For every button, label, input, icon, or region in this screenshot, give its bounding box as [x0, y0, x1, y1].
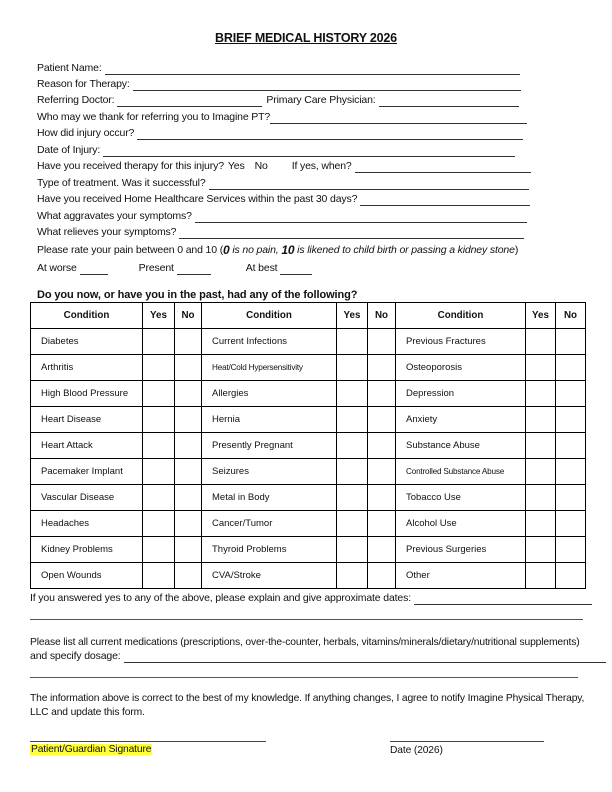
present-label: Present — [138, 262, 174, 274]
condition-no-checkbox[interactable] — [556, 355, 586, 381]
condition-no-checkbox[interactable] — [368, 329, 396, 355]
condition-cell: Thyroid Problems — [202, 537, 337, 563]
table-header-row — [31, 303, 586, 329]
condition-yes-checkbox[interactable] — [143, 563, 175, 589]
signature-label: Patient/Guardian Signature — [31, 744, 152, 755]
condition-yes-checkbox[interactable] — [143, 329, 175, 355]
condition-cell: Open Wounds — [31, 563, 143, 589]
medications-label: and specify dosage: — [30, 650, 121, 662]
condition-yes-checkbox[interactable] — [143, 433, 175, 459]
condition-yes-checkbox[interactable] — [337, 329, 368, 355]
condition-yes-checkbox[interactable] — [337, 407, 368, 433]
injury-occur-field[interactable] — [137, 128, 523, 140]
referral-thanks-field[interactable] — [270, 112, 527, 124]
table-row — [31, 355, 586, 381]
condition-no-checkbox[interactable] — [175, 485, 202, 511]
table-row — [31, 329, 586, 355]
condition-yes-checkbox[interactable] — [526, 407, 556, 433]
treatment-row — [37, 177, 529, 190]
condition-no-checkbox[interactable] — [556, 433, 586, 459]
aggravates-row — [37, 210, 527, 223]
condition-yes-checkbox[interactable] — [337, 381, 368, 407]
prior-therapy-label: Have you received therapy for this injury? — [37, 160, 224, 172]
pain-zero-desc: is no pain, — [229, 244, 282, 256]
explain-label: If you answered yes to any of the above, please explain and give approximate dates: — [30, 592, 411, 604]
pain-prompt-end: ) — [514, 244, 519, 256]
date-field[interactable] — [390, 741, 544, 742]
condition-cell: Headaches — [31, 511, 143, 537]
condition-yes-checkbox[interactable] — [337, 537, 368, 563]
condition-yes-checkbox[interactable] — [526, 511, 556, 537]
condition-no-checkbox[interactable] — [556, 407, 586, 433]
condition-no-checkbox[interactable] — [368, 485, 396, 511]
explain-field-line2[interactable] — [30, 619, 583, 620]
reason-label: Reason for Therapy: — [37, 78, 130, 90]
prior-therapy-no[interactable]: No — [254, 160, 268, 172]
condition-no-checkbox[interactable] — [368, 355, 396, 381]
header-condition: Condition — [31, 303, 143, 329]
condition-cell: Presently Pregnant — [202, 433, 337, 459]
condition-cell: Osteoporosis — [396, 355, 526, 381]
condition-yes-checkbox[interactable] — [337, 485, 368, 511]
pcp-field[interactable] — [379, 95, 519, 107]
condition-cell: Current Infections — [202, 329, 337, 355]
condition-cell: Cancer/Tumor — [202, 511, 337, 537]
explain-field[interactable] — [414, 593, 592, 605]
condition-yes-checkbox[interactable] — [526, 537, 556, 563]
condition-yes-checkbox[interactable] — [143, 485, 175, 511]
attestation-line2: LLC and update this form. — [30, 707, 145, 718]
condition-cell: Tobacco Use — [396, 485, 526, 511]
condition-cell: Heart Attack — [31, 433, 143, 459]
condition-yes-checkbox[interactable] — [143, 511, 175, 537]
condition-cell: Vascular Disease — [31, 485, 143, 511]
pain-ten: 10 — [281, 243, 295, 257]
injury-occur-label: How did injury occur? — [37, 127, 135, 139]
condition-no-checkbox[interactable] — [368, 459, 396, 485]
referring-doctor-field[interactable] — [117, 95, 262, 107]
at-worse-label: At worse — [37, 262, 77, 274]
pain-ratings-row — [37, 262, 312, 275]
referral-thanks-label: Who may we thank for referring you to Imagine PT? — [37, 111, 271, 123]
attestation-line1: The information above is correct to the best of my knowledge. If anything changes, I agree to notify Imagine Physical Therapy, — [30, 693, 585, 704]
header-condition: Condition — [202, 303, 337, 329]
condition-no-checkbox[interactable] — [175, 537, 202, 563]
condition-yes-checkbox[interactable] — [337, 355, 368, 381]
home-health-label: Have you received Home Healthcare Services within the past 30 days? — [37, 193, 358, 205]
medications-field-line2[interactable] — [30, 677, 578, 678]
table-row — [31, 563, 586, 589]
pain-prompt-text: Please rate your pain between 0 and 10 ( — [37, 244, 224, 256]
condition-cell: Heat/Cold Hypersensitivity — [202, 355, 337, 381]
condition-cell: Substance Abuse — [396, 433, 526, 459]
condition-cell: Metal in Body — [202, 485, 337, 511]
condition-cell: Hernia — [202, 407, 337, 433]
treatment-field[interactable] — [209, 178, 529, 190]
table-row — [31, 459, 586, 485]
table-row — [31, 511, 586, 537]
condition-no-checkbox[interactable] — [556, 329, 586, 355]
pain-zero: 0 — [223, 243, 230, 257]
home-health-field[interactable] — [360, 194, 530, 206]
patient-name-row — [37, 62, 520, 75]
condition-no-checkbox[interactable] — [556, 459, 586, 485]
pain-prompt — [37, 244, 518, 257]
patient-name-label: Patient Name: — [37, 62, 102, 74]
conditions-heading: Do you now, or have you in the past, had any of the following? — [37, 289, 358, 301]
explain-row — [30, 592, 592, 605]
reason-field[interactable] — [133, 79, 521, 91]
condition-yes-checkbox[interactable] — [337, 433, 368, 459]
condition-no-checkbox[interactable] — [368, 537, 396, 563]
referring-doctor-label: Referring Doctor: — [37, 94, 115, 106]
header-yes: Yes — [143, 303, 175, 329]
reason-row — [37, 78, 521, 91]
condition-yes-checkbox[interactable] — [337, 459, 368, 485]
condition-yes-checkbox[interactable] — [526, 329, 556, 355]
condition-yes-checkbox[interactable] — [143, 537, 175, 563]
medications-row — [30, 650, 606, 663]
condition-no-checkbox[interactable] — [368, 433, 396, 459]
header-yes: Yes — [526, 303, 556, 329]
condition-cell: High Blood Pressure — [31, 381, 143, 407]
condition-cell: Previous Surgeries — [396, 537, 526, 563]
condition-no-checkbox[interactable] — [175, 433, 202, 459]
doctor-row — [37, 94, 519, 107]
condition-no-checkbox[interactable] — [175, 381, 202, 407]
header-no: No — [556, 303, 586, 329]
header-no: No — [368, 303, 396, 329]
condition-no-checkbox[interactable] — [556, 485, 586, 511]
condition-cell: Seizures — [202, 459, 337, 485]
condition-cell: CVA/Stroke — [202, 563, 337, 589]
condition-yes-checkbox[interactable] — [526, 485, 556, 511]
condition-cell: Heart Disease — [31, 407, 143, 433]
home-health-row — [37, 193, 530, 206]
header-no: No — [175, 303, 202, 329]
table-row — [31, 433, 586, 459]
if-yes-when-label: If yes, when? — [291, 160, 352, 172]
condition-no-checkbox[interactable] — [175, 407, 202, 433]
pain-ten-desc: is likened to child birth or passing a kidney stone — [294, 244, 515, 256]
condition-cell: Previous Fractures — [396, 329, 526, 355]
header-yes: Yes — [337, 303, 368, 329]
date-label: Date (2026) — [390, 745, 443, 756]
condition-no-checkbox[interactable] — [368, 563, 396, 589]
aggravates-label: What aggravates your symptoms? — [37, 210, 192, 222]
condition-no-checkbox[interactable] — [175, 355, 202, 381]
condition-yes-checkbox[interactable] — [143, 459, 175, 485]
relieves-field[interactable] — [179, 227, 524, 239]
injury-date-label: Date of Injury: — [37, 144, 101, 156]
condition-no-checkbox[interactable] — [556, 563, 586, 589]
table-row — [31, 407, 586, 433]
condition-no-checkbox[interactable] — [556, 381, 586, 407]
injury-occur-row — [37, 127, 523, 140]
condition-no-checkbox[interactable] — [368, 407, 396, 433]
injury-date-row — [37, 144, 515, 157]
condition-yes-checkbox[interactable] — [143, 381, 175, 407]
medications-line1: Please list all current medications (prescriptions, over-the-counter, herbals, vitamins/minerals/dietary/nutritional supplements) — [30, 637, 580, 648]
condition-yes-checkbox[interactable] — [526, 433, 556, 459]
form-title: BRIEF MEDICAL HISTORY 2026 — [215, 31, 397, 45]
present-field[interactable] — [177, 263, 211, 275]
referral-thanks-row — [37, 111, 527, 124]
at-best-label: At best — [245, 262, 278, 274]
condition-no-checkbox[interactable] — [368, 381, 396, 407]
condition-no-checkbox[interactable] — [556, 511, 586, 537]
condition-no-checkbox[interactable] — [368, 511, 396, 537]
condition-yes-checkbox[interactable] — [526, 563, 556, 589]
patient-name-field[interactable] — [105, 63, 520, 75]
prior-therapy-yes[interactable]: Yes — [227, 160, 245, 172]
condition-yes-checkbox[interactable] — [526, 381, 556, 407]
at-best-field[interactable] — [280, 263, 312, 275]
condition-yes-checkbox[interactable] — [337, 563, 368, 589]
condition-cell: Controlled Substance Abuse — [396, 459, 526, 485]
injury-date-field[interactable] — [103, 145, 515, 157]
pcp-label: Primary Care Physician: — [266, 94, 376, 106]
table-row — [31, 381, 586, 407]
if-yes-when-field[interactable] — [355, 161, 531, 173]
condition-cell: Kidney Problems — [31, 537, 143, 563]
treatment-label: Type of treatment. Was it successful? — [37, 177, 206, 189]
condition-yes-checkbox[interactable] — [337, 511, 368, 537]
condition-cell: Other — [396, 563, 526, 589]
condition-no-checkbox[interactable] — [175, 329, 202, 355]
prior-therapy-row — [37, 160, 531, 173]
condition-no-checkbox[interactable] — [556, 537, 586, 563]
table-row — [31, 485, 586, 511]
condition-cell: Alcohol Use — [396, 511, 526, 537]
medications-field[interactable] — [124, 651, 606, 663]
condition-no-checkbox[interactable] — [175, 511, 202, 537]
conditions-table — [30, 302, 586, 589]
header-condition: Condition — [396, 303, 526, 329]
aggravates-field[interactable] — [195, 211, 527, 223]
condition-cell: Diabetes — [31, 329, 143, 355]
condition-yes-checkbox[interactable] — [526, 355, 556, 381]
condition-cell: Depression — [396, 381, 526, 407]
condition-no-checkbox[interactable] — [175, 563, 202, 589]
condition-cell: Anxiety — [396, 407, 526, 433]
relieves-label: What relieves your symptoms? — [37, 226, 177, 238]
signature-field[interactable] — [30, 741, 266, 742]
condition-yes-checkbox[interactable] — [526, 459, 556, 485]
condition-cell: Allergies — [202, 381, 337, 407]
condition-yes-checkbox[interactable] — [143, 407, 175, 433]
relieves-row — [37, 226, 524, 239]
at-worse-field[interactable] — [80, 263, 108, 275]
table-row — [31, 537, 586, 563]
condition-yes-checkbox[interactable] — [143, 355, 175, 381]
condition-cell: Pacemaker Implant — [31, 459, 143, 485]
condition-cell: Arthritis — [31, 355, 143, 381]
condition-no-checkbox[interactable] — [175, 459, 202, 485]
